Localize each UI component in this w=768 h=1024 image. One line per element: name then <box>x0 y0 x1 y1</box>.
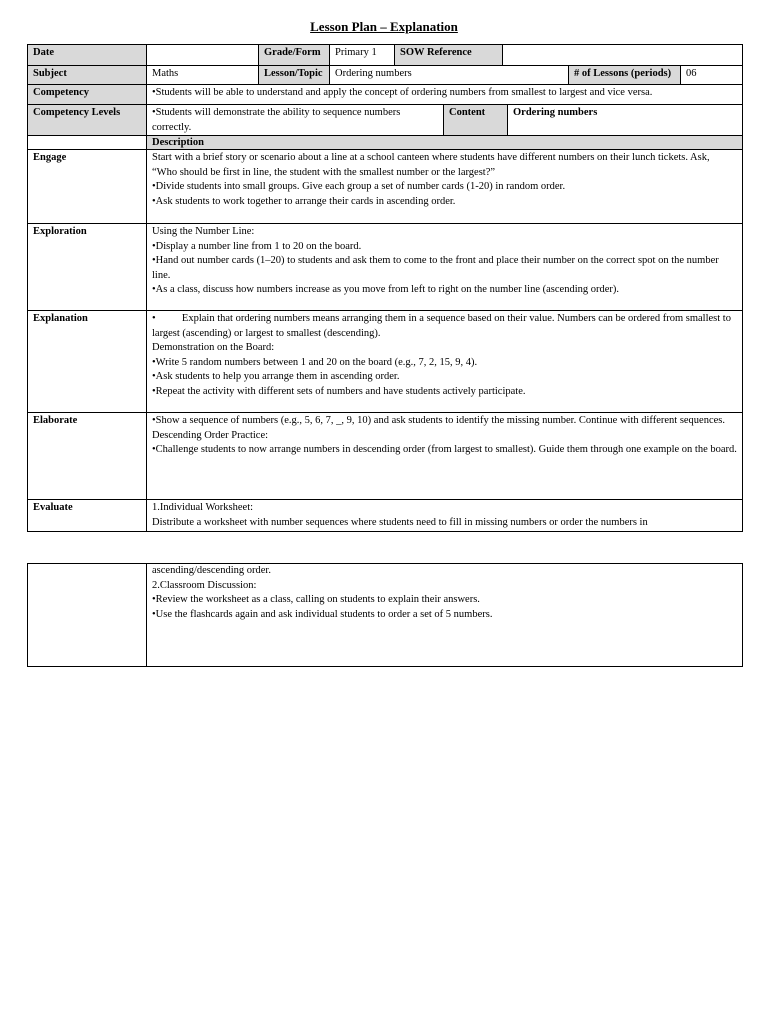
exploration-content <box>146 223 742 310</box>
explanation-line: •Repeat the activity with different sets of numbers and have students actively participate. <box>152 385 526 397</box>
grade-label: Grade/Form <box>258 44 329 65</box>
evaluate-line: 1.Individual Worksheet: <box>152 502 254 513</box>
evaluate-content <box>146 499 742 531</box>
continuation-line: •Use the flashcards again and ask individual students to order a set of 5 numbers. <box>152 608 493 620</box>
engage-content <box>146 149 742 223</box>
elaborate-line: Descending Order Practice: <box>152 429 269 441</box>
explanation-line: •Write 5 random numbers between 1 and 20 on the board (e.g., 7, 2, 15, 9, 4). <box>152 356 478 368</box>
competency-label: Competency <box>27 84 146 104</box>
explanation-line: Demonstration on the Board: <box>152 342 275 353</box>
continuation-label-cell <box>27 563 146 666</box>
engage-line: •Divide students into small groups. Give each group a set of number cards (1-20) in random order. <box>152 181 566 192</box>
engage-label: Engage <box>27 149 146 223</box>
topic-value: Ordering numbers <box>329 65 568 84</box>
continuation-line: 2.Classroom Discussion: <box>152 579 257 591</box>
explanation-line: •Ask students to help you arrange them in ascending order. <box>152 371 400 382</box>
lesson-plan-table <box>27 44 743 532</box>
elaborate-line: •Challenge students to now arrange numbers in descending order (from largest to smallest). Guide them through one example on the board. <box>152 444 737 455</box>
elaborate-content <box>146 412 742 499</box>
content-label: Content <box>443 104 507 135</box>
elaborate-label: Elaborate <box>27 412 146 499</box>
engage-line: Start with a brief story or scenario about a line at a school canteen where students have different numbers on their lunch tickets. Ask, “Who should be first in line, the student with the smallest number or the largest?” <box>152 152 710 178</box>
elaborate-line: •Show a sequence of numbers (e.g., 5, 6, 7, _, 9, 10) and ask students to identify the missing number. Continue with different sequences. <box>152 415 726 426</box>
evaluate-label: Evaluate <box>27 499 146 531</box>
topic-label: Lesson/Topic <box>258 65 329 84</box>
continuation-table <box>27 563 743 667</box>
date-value <box>146 44 258 65</box>
engage-line: •Ask students to work together to arrange their cards in ascending order. <box>152 195 456 207</box>
sow-value <box>502 44 742 65</box>
sow-label: SOW Reference <box>394 44 502 65</box>
lessons-label: # of Lessons (periods) <box>568 65 680 84</box>
explanation-content <box>146 310 742 412</box>
exploration-line: Using the Number Line: <box>152 226 255 237</box>
description-spacer <box>27 135 146 149</box>
description-header: Description <box>146 135 742 149</box>
grade-value: Primary 1 <box>329 44 394 65</box>
exploration-line: •Display a number line from 1 to 20 on the board. <box>152 240 362 252</box>
continuation-line: •Review the worksheet as a class, calling on students to explain their answers. <box>152 594 480 605</box>
exploration-label: Exploration <box>27 223 146 310</box>
competency-value: •Students will be able to understand and apply the concept of ordering numbers from smallest to largest and vice versa. <box>146 84 742 104</box>
lessons-value: 06 <box>680 65 742 84</box>
page-title: Lesson Plan – Explanation <box>310 19 458 34</box>
continuation-line: ascending/descending order. <box>152 565 271 576</box>
evaluate-line: Distribute a worksheet with number sequences where students need to fill in missing numbers or order the numbers in <box>152 516 648 528</box>
subject-label: Subject <box>27 65 146 84</box>
explanation-line: • Explain that ordering numbers means arranging them in a sequence based on their value. Numbers can be ordered from smallest to largest (ascending) or largest to smallest (descending). <box>152 313 734 339</box>
continuation-content <box>146 563 742 666</box>
explanation-label: Explanation <box>27 310 146 412</box>
subject-value: Maths <box>146 65 258 84</box>
date-label: Date <box>27 44 146 65</box>
exploration-line: •Hand out number cards (1–20) to students and ask them to come to the front and place their number on the correct spot on the number line. <box>152 255 719 281</box>
levels-label: Competency Levels <box>27 104 146 135</box>
content-value: Ordering numbers <box>507 104 742 135</box>
exploration-line: •As a class, discuss how numbers increase as you move from left to right on the number line (ascending order). <box>152 284 620 295</box>
levels-value: •Students will demonstrate the ability to sequence numbers correctly. <box>146 104 443 135</box>
